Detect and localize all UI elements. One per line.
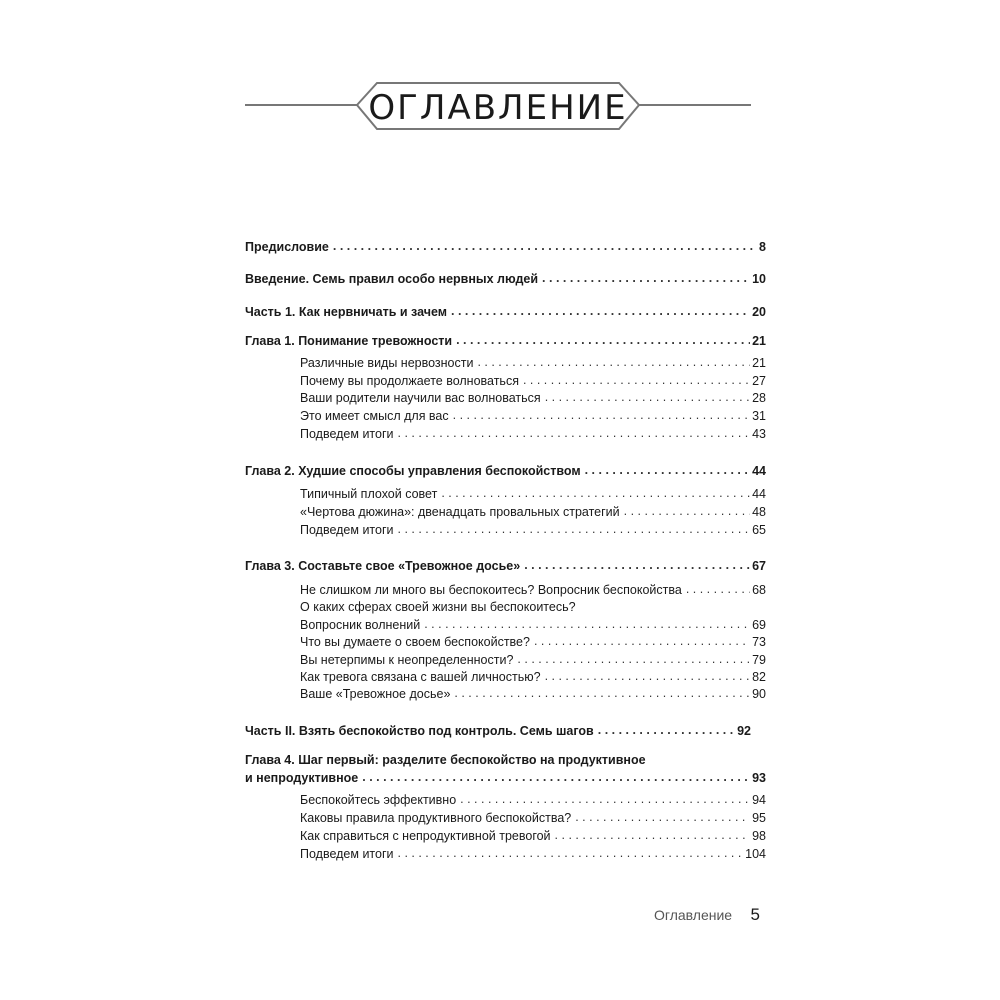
toc-entry[interactable] [245,559,766,573]
toc-entry-page: 10 [752,272,766,286]
toc-entry-page: 73 [752,635,766,649]
leader-dots [545,669,751,683]
toc-entry-page: 98 [752,829,766,843]
toc-entry-title: Введение. Семь правил особо нервных людей [245,272,539,286]
toc-entry-title: Почему вы продолжаете волноваться [300,374,519,388]
toc-entry-page: 90 [752,687,766,701]
toc-entry-title: Часть II. Взять беспокойство под контроль. Семь шагов [245,724,594,738]
toc-entry-page: 8 [759,240,766,254]
toc-entry-page: 44 [752,464,766,478]
toc-entry-title: Как тревога связана с вашей личностью? [300,670,541,684]
leader-dots [398,522,751,536]
toc-entry[interactable] [300,505,766,519]
toc-entry-title: Различные виды нервозности [300,356,474,370]
toc-entry-page: 21 [752,334,766,348]
toc-entry-title: Подведем итоги [300,847,394,861]
toc-entry[interactable] [300,409,766,423]
toc-entry-title: Глава 4. Шаг первый: разделите беспокойство на продуктивное [245,753,646,767]
leader-dots [424,617,750,631]
toc-entry-page: 28 [752,391,766,405]
toc-entry[interactable] [300,811,766,825]
toc-entry-page: 20 [752,305,766,319]
leader-dots [517,652,750,666]
toc-entry-title: О каких сферах своей жизни вы беспокоитесь? [300,600,576,614]
leader-dots [575,810,750,824]
toc-entry-page: 92 [737,724,751,738]
toc-entry[interactable] [300,427,766,441]
toc-entry[interactable] [245,334,766,348]
toc-entry-title: Ваши родители научили вас волноваться [300,391,541,405]
toc-entry-page: 21 [752,356,766,370]
toc-entry-title: Подведем итоги [300,523,394,537]
toc-entry-page: 93 [752,771,766,785]
leader-dots [545,390,750,404]
toc-entry-title: и непродуктивное [245,771,359,785]
toc-entry-title: Вопросник волнений [300,618,421,632]
toc-entry-page: 48 [752,505,766,519]
toc-entry-page: 27 [752,374,766,388]
toc-entry[interactable] [300,635,766,649]
toc-entry-title: Вы нетерпимы к неопределенности? [300,653,514,667]
toc-entry-page: 94 [752,793,766,807]
leader-dots [686,582,750,596]
toc-entry[interactable] [245,240,766,254]
toc-entry[interactable] [245,753,766,767]
page-title: ОГЛАВЛЕНИЕ [368,88,628,128]
toc-entry[interactable] [245,464,766,478]
leader-dots [598,723,735,737]
toc-entry-title: Что вы думаете о своем беспокойстве? [300,635,530,649]
leader-dots [454,686,750,700]
toc-entry-page: 104 [745,847,766,861]
toc-entry[interactable] [300,829,766,843]
toc-entry[interactable] [245,771,766,785]
leader-dots [585,463,750,477]
toc-entry-title: Ваше «Тревожное досье» [300,687,451,701]
toc-entry-title: Глава 1. Понимание тревожности [245,334,453,348]
leader-dots [362,770,750,784]
leader-dots [524,558,750,572]
leader-dots [460,792,750,806]
leader-dots [542,271,750,285]
leader-dots [453,408,750,422]
toc-entry-page: 43 [752,427,766,441]
leader-dots [398,846,744,860]
toc-entry-page: 95 [752,811,766,825]
toc-entry-title: Типичный плохой совет [300,487,438,501]
toc-entry-page: 79 [752,653,766,667]
leader-dots [398,426,751,440]
toc-entry[interactable] [300,847,766,861]
toc-entry[interactable] [300,653,766,667]
toc-entry[interactable] [300,670,766,684]
leader-dots [555,828,751,842]
toc-entry-page: 44 [752,487,766,501]
leader-dots [477,355,750,369]
page-number: 5 [750,905,760,924]
toc-entry-title: Подведем итоги [300,427,394,441]
leader-dots [333,239,757,253]
leader-dots [523,373,750,387]
toc-entry-page: 68 [752,583,766,597]
toc-entry-title: Глава 2. Худшие способы управления беспокойством [245,464,581,478]
toc-entry-title: Часть 1. Как нервничать и зачем [245,305,448,319]
toc-entry[interactable] [300,583,766,597]
toc-entry-title: Каковы правила продуктивного беспокойства? [300,811,572,825]
leader-dots [451,304,750,318]
toc-entry-title: Глава 3. Составьте свое «Тревожное досье» [245,559,521,573]
toc-entry[interactable] [300,523,766,537]
toc-entry-page: 31 [752,409,766,423]
toc-entry-title: «Чертова дюжина»: двенадцать провальных стратегий [300,505,620,519]
toc-entry-page: 82 [752,670,766,684]
toc-entry-title: Это имеет смысл для вас [300,409,449,423]
toc-entry[interactable] [300,356,766,370]
toc-entry-title: Не слишком ли много вы беспокоитесь? Вопросник беспокойства [300,583,682,597]
toc-entry[interactable] [300,487,766,501]
toc-entry-title: Как справиться с непродуктивной тревогой [300,829,551,843]
toc-entry[interactable] [300,600,766,614]
leader-dots [456,333,750,347]
toc-entry[interactable] [300,618,766,632]
toc-entry-title: Предисловие [245,240,329,254]
toc-entry[interactable] [245,305,766,319]
toc-entry-page: 67 [752,559,766,573]
toc-entry-page: 65 [752,523,766,537]
toc-entry-title: Беспокойтесь эффективно [300,793,457,807]
running-footer-label: Оглавление [654,907,733,923]
toc-entry[interactable] [300,687,766,701]
toc-entry[interactable] [300,793,766,807]
toc-entry[interactable] [300,374,766,388]
leader-dots [534,634,750,648]
toc-entry[interactable] [300,391,766,405]
leader-dots [624,504,750,518]
leader-dots [441,486,750,500]
toc-entry[interactable] [245,272,766,286]
page-footer [600,905,760,929]
toc-entry-page: 69 [752,618,766,632]
toc-entry[interactable] [245,724,751,738]
